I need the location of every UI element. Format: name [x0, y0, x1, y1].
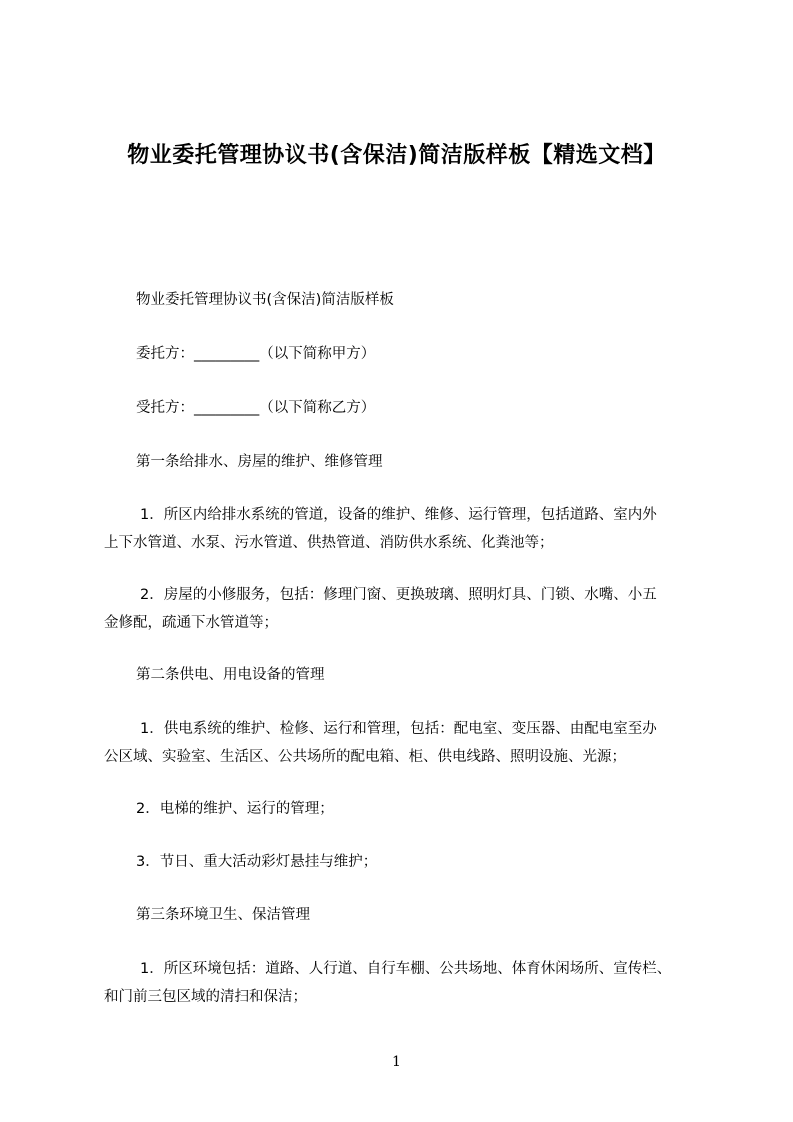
article-2-item-2: 2．电梯的维护、运行的管理； — [136, 801, 334, 817]
paragraph-trustee: 受托方：_________（以下简称乙方） — [136, 400, 376, 416]
article-1-item-2-line-2: 金修配，疏通下水管道等； — [104, 615, 278, 631]
article-1-item-1 — [104, 501, 714, 557]
paragraph-subtitle: 物业委托管理协议书(含保洁)简洁版样板 — [136, 292, 394, 308]
article-1-item-2-line-1: 2．房屋的小修服务，包括：修理门窗、更换玻璃、照明灯具、门锁、水嘴、小五 — [140, 587, 657, 603]
article-1-item-2 — [104, 581, 714, 637]
article-1-heading: 第一条给排水、房屋的维护、维修管理 — [136, 454, 383, 470]
article-2-item-1-line-2: 公区域、实验室、生活区、公共场所的配电箱、柜、供电线路、照明设施、光源； — [104, 749, 626, 765]
article-1-item-1-line-2: 上下水管道、水泵、污水管道、供热管道、消防供水系统、化粪池等； — [104, 535, 554, 551]
document-title: 物业委托管理协议书(含保洁)简洁版样板【精选文档】 — [127, 143, 666, 168]
article-3-heading: 第三条环境卫生、保洁管理 — [136, 907, 310, 923]
article-2-heading: 第二条供电、用电设备的管理 — [136, 667, 325, 683]
article-3-item-1-line-2: 和门前三包区域的清扫和保洁； — [104, 989, 307, 1005]
article-2-item-1 — [104, 715, 714, 771]
article-2-item-3: 3．节日、重大活动彩灯悬挂与维护； — [136, 854, 378, 870]
article-1-item-1-line-1: 1．所区内给排水系统的管道，设备的维护、维修、运行管理，包括道路、室内外 — [140, 507, 657, 523]
page-number: 1 — [392, 1054, 401, 1070]
paragraph-principal: 委托方：_________（以下简称甲方） — [136, 346, 376, 362]
article-3-item-1 — [104, 955, 714, 1011]
article-3-item-1-line-1: 1．所区环境包括：道路、人行道、自行车棚、公共场地、体育休闲场所、宣传栏、 — [140, 961, 672, 977]
article-2-item-1-line-1: 1．供电系统的维护、检修、运行和管理，包括：配电室、变压器、由配电室至办 — [140, 721, 657, 737]
